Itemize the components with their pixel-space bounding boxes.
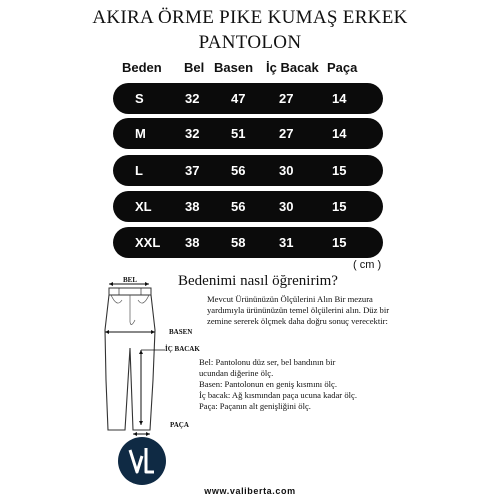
guide-definitions: [199, 357, 429, 412]
guide-title: Bedenimi nasıl öğrenirim?: [178, 273, 338, 289]
size-cell: L: [135, 163, 143, 178]
ic-bacak-cell: 30: [279, 163, 294, 178]
guide-intro: Mevcut Ürününüzün Ölçülerini Alın Bir mezura yardımıyla ürününüzün temel ölçülerini alın. Düz bir zemine sererek ölçmek daha doğru sonuç verecektir:: [207, 294, 390, 326]
basen-cell: 51: [231, 126, 246, 141]
basen-cell: 47: [231, 91, 246, 106]
def-line: Basen: Pantolonun en geniş kısmını ölç.: [199, 379, 337, 389]
table-row: [113, 83, 383, 114]
table-row: [113, 155, 383, 186]
def-line: ucundan diğerine ölç.: [199, 368, 274, 378]
diagram-label-paca: PAÇA: [170, 421, 189, 429]
size-cell: XXL: [135, 235, 161, 250]
diagram-label-bel: BEL: [123, 276, 138, 284]
ic-bacak-cell: 31: [279, 235, 294, 250]
page-title-line2: PANTOLON: [198, 32, 302, 53]
website-link[interactable]: www.valiberta.com: [204, 486, 296, 496]
size-cell: M: [135, 126, 146, 141]
basen-cell: 56: [231, 163, 246, 178]
bel-cell: 38: [185, 235, 200, 250]
paca-cell: 15: [332, 235, 347, 250]
paca-cell: 14: [332, 91, 347, 106]
header-ic-bacak: İç Bacak: [266, 60, 319, 75]
paca-cell: 14: [332, 126, 347, 141]
def-line: Paça: Paçanın alt genişliğini ölç.: [199, 401, 311, 411]
table-row: [113, 118, 383, 149]
def-line: Bel: Pantolonu düz ser, bel bandının bir: [199, 357, 336, 367]
ic-bacak-cell: 30: [279, 199, 294, 214]
header-basen: Basen: [214, 60, 254, 75]
size-cell: S: [135, 91, 144, 106]
size-cell: XL: [135, 199, 152, 214]
pants-diagram-icon: [95, 270, 175, 442]
valiberta-logo-icon: [117, 436, 167, 486]
bel-cell: 38: [185, 199, 200, 214]
basen-cell: 58: [231, 235, 246, 250]
table-row: [113, 227, 383, 258]
unit-label: ( cm ): [353, 259, 382, 271]
paca-cell: 15: [332, 163, 347, 178]
def-line: İç bacak: Ağ kısmından paça ucuna kadar ölç.: [199, 390, 357, 400]
ic-bacak-cell: 27: [279, 126, 294, 141]
bel-cell: 37: [185, 163, 200, 178]
header-paca: Paça: [327, 60, 358, 75]
ic-bacak-cell: 27: [279, 91, 294, 106]
header-beden: Beden: [122, 60, 162, 75]
paca-cell: 15: [332, 199, 347, 214]
header-bel: Bel: [184, 60, 205, 75]
basen-cell: 56: [231, 199, 246, 214]
page-title-line1: AKIRA ÖRME PIKE KUMAŞ ERKEK: [92, 7, 408, 28]
bel-cell: 32: [185, 91, 200, 106]
diagram-label-ic-bacak: İÇ BACAK: [165, 345, 200, 353]
bel-cell: 32: [185, 126, 200, 141]
diagram-label-basen: BASEN: [169, 328, 193, 336]
table-row: [113, 191, 383, 222]
